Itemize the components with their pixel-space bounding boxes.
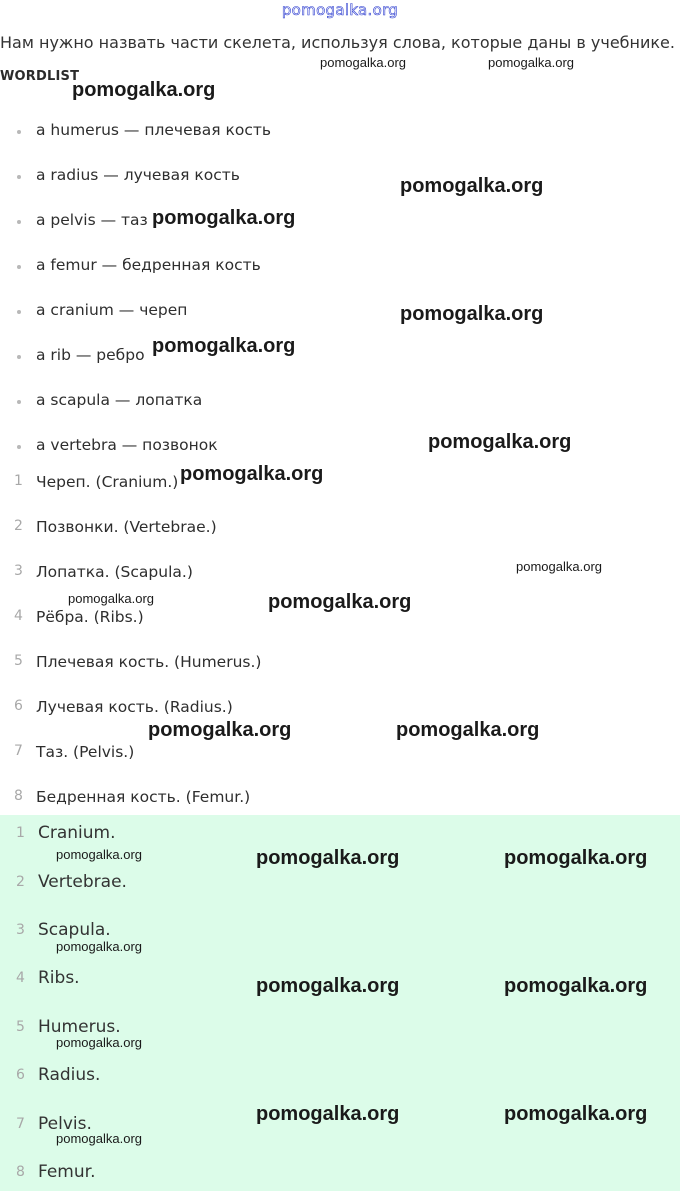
watermark: pomogalka.org <box>180 463 324 485</box>
watermark: pomogalka.org <box>56 1131 142 1146</box>
watermark: pomogalka.org <box>488 55 574 70</box>
bullet-icon <box>17 265 21 269</box>
watermark: pomogalka.org <box>148 719 292 741</box>
watermark: pomogalka.org <box>504 975 648 997</box>
bullet-icon <box>17 310 21 314</box>
bullet-icon <box>17 175 21 179</box>
watermark: pomogalka.org <box>268 591 412 613</box>
watermark: pomogalka.org <box>400 303 544 325</box>
site-title[interactable]: pomogalka.org <box>281 1 399 19</box>
watermark: pomogalka.org <box>504 847 648 869</box>
wordlist-title: WORDLIST <box>0 69 80 84</box>
watermark: pomogalka.org <box>428 431 572 453</box>
watermark: pomogalka.org <box>504 1103 648 1125</box>
bullet-icon <box>17 130 21 134</box>
watermark: pomogalka.org <box>400 175 544 197</box>
bullet-icon <box>17 220 21 224</box>
watermark: pomogalka.org <box>320 55 406 70</box>
watermark: pomogalka.org <box>72 79 216 101</box>
watermark: pomogalka.org <box>256 975 400 997</box>
watermark: pomogalka.org <box>516 559 602 574</box>
bullet-icon <box>17 445 21 449</box>
watermark: pomogalka.org <box>56 939 142 954</box>
watermark: pomogalka.org <box>68 591 154 606</box>
watermark: pomogalka.org <box>56 847 142 862</box>
watermark: pomogalka.org <box>396 719 540 741</box>
bullet-icon <box>17 400 21 404</box>
watermark: pomogalka.org <box>152 335 296 357</box>
bullet-icon <box>17 355 21 359</box>
watermark: pomogalka.org <box>152 207 296 229</box>
intro-text: Нам нужно назвать части скелета, используя слова, которые даны в учебнике. <box>0 33 675 52</box>
watermark: pomogalka.org <box>56 1035 142 1050</box>
watermark: pomogalka.org <box>256 1103 400 1125</box>
answer-block: 1 Cranium. 2 Vertebrae. 3 Scapula. 4 Ribs. 5 Humerus. 6 Radius. 7 Pelvis. 8 Femur. <box>0 815 680 1191</box>
watermark: pomogalka.org <box>256 847 400 869</box>
